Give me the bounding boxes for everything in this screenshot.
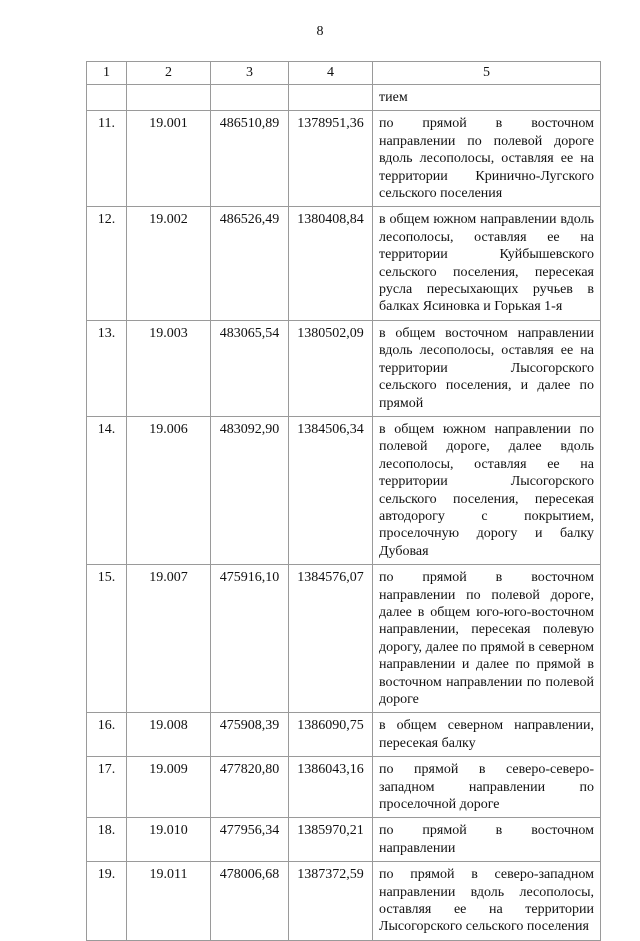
- coordinate-y: 1386090,75: [289, 713, 373, 757]
- row-number: 13.: [87, 320, 127, 416]
- boundary-description: по прямой в северо-северо-западном направлении по проселочной дороге: [373, 757, 601, 818]
- table-row: [87, 320, 601, 416]
- boundary-description: в общем южном направлении вдоль лесополосы, оставляя ее на территории Куйбышевского сельского поселения, пересекая русла пересыхающих ручьев в балках Ясиновка и Горькая 1-я: [373, 207, 601, 320]
- boundary-description: в общем восточном направлении вдоль лесополосы, оставляя ее на территории Лысогорского сельского поселения, и далее по прямой: [373, 320, 601, 416]
- boundary-description: по прямой в восточном направлении по полевой дороге вдоль лесополосы, оставляя ее на территории Кринично-Лугского сельского поселения: [373, 111, 601, 207]
- table-row: [87, 416, 601, 564]
- row-number: 19.: [87, 862, 127, 941]
- coordinate-y: 1385970,21: [289, 818, 373, 862]
- point-code: 19.006: [127, 416, 211, 564]
- row-number: 12.: [87, 207, 127, 320]
- boundary-description: в общем южном направлении по полевой дороге, далее вдоль лесополосы, оставляя ее на территории Лысогорского сельского поселения, пересекая автодорогу с покрытием, проселочную дорогу и балку Дубовая: [373, 416, 601, 564]
- coordinate-x: 475916,10: [211, 565, 289, 713]
- coordinate-x: 483092,90: [211, 416, 289, 564]
- point-code: 19.009: [127, 757, 211, 818]
- table-row: [87, 207, 601, 320]
- column-header-2: 2: [127, 62, 211, 85]
- row-number: 16.: [87, 713, 127, 757]
- coordinate-y: 1380502,09: [289, 320, 373, 416]
- header-row: [87, 62, 601, 85]
- row-number: 14.: [87, 416, 127, 564]
- table-row: [87, 713, 601, 757]
- coordinate-x: 486510,89: [211, 111, 289, 207]
- coordinate-x: 486526,49: [211, 207, 289, 320]
- row-number: 17.: [87, 757, 127, 818]
- coordinate-y: 1380408,84: [289, 207, 373, 320]
- coordinate-y: 1386043,16: [289, 757, 373, 818]
- coordinate-x: 477956,34: [211, 818, 289, 862]
- point-code: 19.008: [127, 713, 211, 757]
- table-row: [87, 862, 601, 941]
- boundary-description: в общем северном направлении, пересекая балку: [373, 713, 601, 757]
- column-header-4: 4: [289, 62, 373, 85]
- boundary-description: по прямой в северо-западном направлении вдоль лесополосы, оставляя ее на территории Лысогорского сельского поселения: [373, 862, 601, 941]
- coordinate-x: 478006,68: [211, 862, 289, 941]
- table-row: [87, 818, 601, 862]
- column-header-5: 5: [373, 62, 601, 85]
- coordinate-x: 475908,39: [211, 713, 289, 757]
- point-code: 19.002: [127, 207, 211, 320]
- point-code: 19.003: [127, 320, 211, 416]
- coordinate-y: 1384576,07: [289, 565, 373, 713]
- table-row: [87, 111, 601, 207]
- coordinate-y: 1387372,59: [289, 862, 373, 941]
- table-row: [87, 565, 601, 713]
- point-code: 19.007: [127, 565, 211, 713]
- row-number: 11.: [87, 111, 127, 207]
- boundary-description: по прямой в восточном направлении: [373, 818, 601, 862]
- row-number: 15.: [87, 565, 127, 713]
- continuation-text: тием: [373, 85, 601, 111]
- point-code: 19.010: [127, 818, 211, 862]
- coordinate-y: 1384506,34: [289, 416, 373, 564]
- row-number: 18.: [87, 818, 127, 862]
- boundary-description: по прямой в восточном направлении по полевой дороге, далее в общем юго-юго-восточном направлении, пересекая полевую дорогу, далее по прямой в северном направлении и далее по прямой в восточном направлении по полевой дороге: [373, 565, 601, 713]
- point-code: 19.011: [127, 862, 211, 941]
- coordinate-y: 1378951,36: [289, 111, 373, 207]
- table-row: [87, 757, 601, 818]
- point-code: 19.001: [127, 111, 211, 207]
- column-header-1: 1: [87, 62, 127, 85]
- coordinate-x: 477820,80: [211, 757, 289, 818]
- column-header-3: 3: [211, 62, 289, 85]
- coordinate-x: 483065,54: [211, 320, 289, 416]
- page-number: 8: [316, 24, 324, 39]
- boundary-points-table: [86, 61, 601, 941]
- continuation-row: [87, 85, 601, 111]
